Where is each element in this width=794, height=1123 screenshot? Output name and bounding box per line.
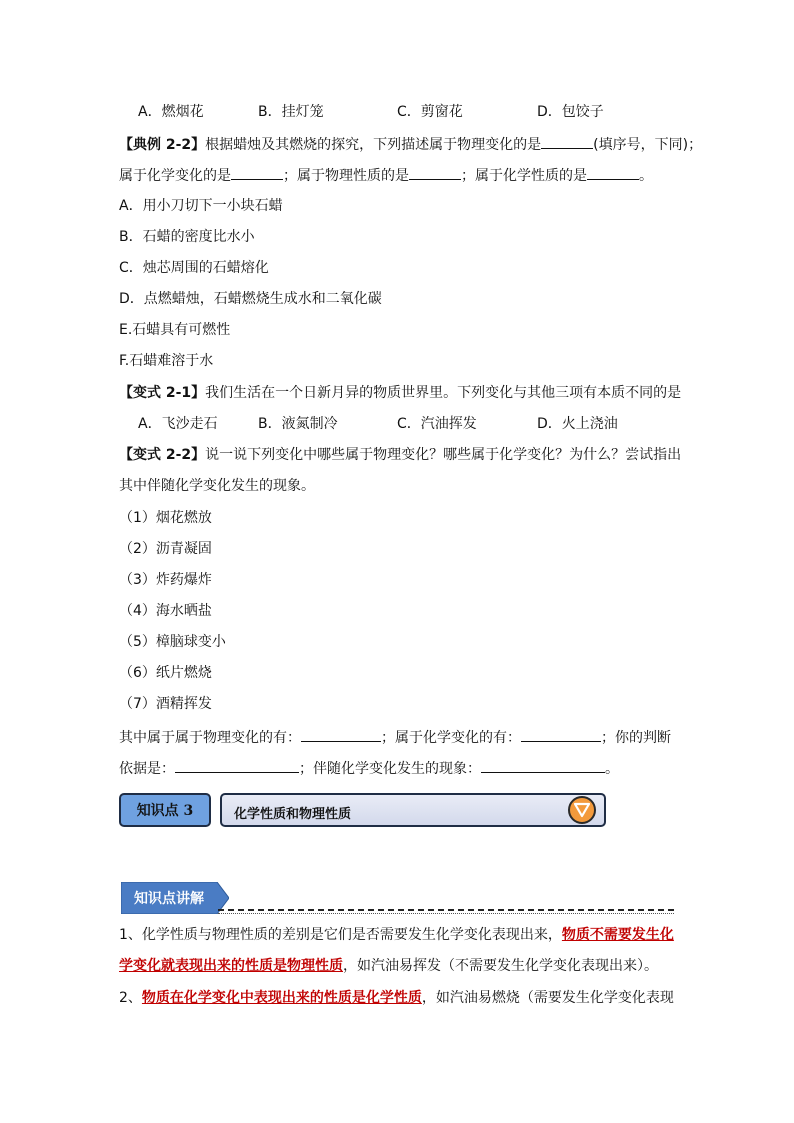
example-2-2-line-1: 【典例 2-2】根据蜡烛及其燃烧的探究，下列描述属于物理变化的是 (填序号，下同)； xyxy=(119,134,702,154)
example-option: F.石蜡难溶于水 xyxy=(119,353,214,369)
list-item: （6）纸片燃烧 xyxy=(119,665,212,681)
example-option: A．用小刀切下一小块石蜡 xyxy=(119,198,283,214)
expand-toggle-icon[interactable] xyxy=(568,796,596,824)
variant-2-2-answer-line-1: 其中属于属于物理变化的有： ；属于化学变化的有： ；你的判断 xyxy=(119,727,671,747)
explanation-tag-label: 知识点讲解 xyxy=(134,891,204,907)
list-item: （3）炸药爆炸 xyxy=(119,572,212,588)
option-d: D．包饺子 xyxy=(537,104,604,120)
knowledge-point-bar[interactable] xyxy=(220,793,606,827)
list-item: （4）海水晒盐 xyxy=(119,603,212,619)
example-2-2-line-2: 属于化学变化的是 ；属于物理性质的是 ；属于化学性质的是 。 xyxy=(119,165,653,185)
answer-blank[interactable] xyxy=(587,165,639,180)
explanation-para-1: 1、化学性质与物理性质的差别是它们是否需要发生化学变化表现出来，物质不需要发生化 xyxy=(119,927,674,943)
variant-2-1-option-a: A．飞沙走石 xyxy=(138,416,218,432)
list-item: （1）烟花燃放 xyxy=(119,510,212,526)
example-option: C．烛芯周围的石蜡熔化 xyxy=(119,260,269,276)
example-2-2-tag: 【典例 2-2】 xyxy=(119,137,206,153)
answer-blank[interactable] xyxy=(481,758,605,773)
answer-blank[interactable] xyxy=(541,134,593,149)
divider xyxy=(218,913,674,914)
explanation-tag xyxy=(121,882,229,914)
explanation-para-2: 2、物质在化学变化中表现出来的性质是化学性质，如汽油易燃烧（需要发生化学变化表现 xyxy=(119,990,674,1006)
answer-blank[interactable] xyxy=(521,727,601,742)
variant-2-2-stem: 【变式 2-2】说一说下列变化中哪些属于物理变化？哪些属于化学变化？为什么？尝试指出 xyxy=(119,447,682,463)
example-option: B．石蜡的密度比水小 xyxy=(119,229,255,245)
variant-2-2-answer-line-2: 依据是： ；伴随化学变化发生的现象： 。 xyxy=(119,758,619,778)
variant-2-2-tag: 【变式 2-2】 xyxy=(119,447,206,463)
option-b: B．挂灯笼 xyxy=(258,104,324,120)
answer-blank[interactable] xyxy=(409,165,461,180)
variant-2-1-option-d: D．火上浇油 xyxy=(537,416,618,432)
answer-blank[interactable] xyxy=(231,165,283,180)
answer-blank[interactable] xyxy=(175,758,299,773)
variant-2-1-option-b: B．液氮制冷 xyxy=(258,416,338,432)
list-item: （2）沥青凝固 xyxy=(119,541,212,557)
list-item: （5）樟脑球变小 xyxy=(119,634,226,650)
variant-2-2-stem-cont: 其中伴随化学变化发生的现象。 xyxy=(119,478,315,494)
example-option: E.石蜡具有可燃性 xyxy=(119,322,231,338)
variant-2-1-stem: 【变式 2-1】我们生活在一个日新月异的物质世界里。下列变化与其他三项有本质不同的是 xyxy=(119,385,682,401)
variant-2-1-option-c: C．汽油挥发 xyxy=(397,416,477,432)
answer-blank[interactable] xyxy=(301,727,381,742)
option-c: C．剪窗花 xyxy=(397,104,463,120)
explanation-para-1-cont: 学变化就表现出来的性质是物理性质，如汽油易挥发（不需要发生化学变化表现出来）。 xyxy=(119,958,658,974)
example-option: D．点燃蜡烛，石蜡燃烧生成水和二氧化碳 xyxy=(119,291,382,307)
triangle-down-icon xyxy=(573,802,591,818)
variant-2-1-tag: 【变式 2-1】 xyxy=(119,385,206,401)
knowledge-point-badge: 知识点 3 xyxy=(119,793,211,827)
divider xyxy=(218,909,674,911)
knowledge-point-title: 化学性质和物理性质 xyxy=(234,807,352,822)
option-a: A．燃烟花 xyxy=(138,104,204,120)
list-item: （7）酒精挥发 xyxy=(119,696,212,712)
